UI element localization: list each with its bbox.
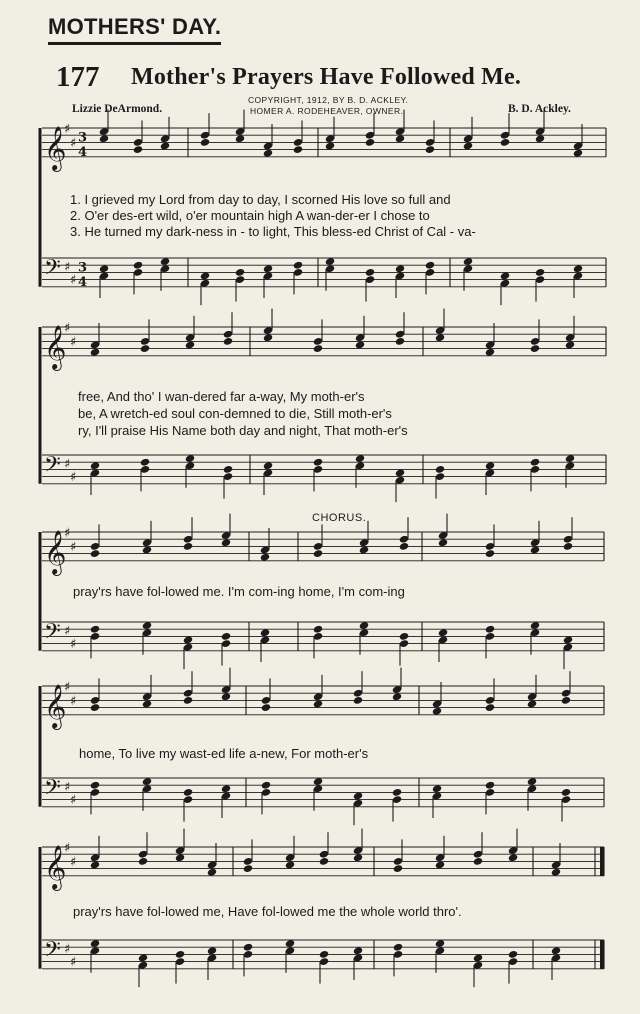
sharp-icon: ♯ — [70, 470, 77, 485]
hymn-title: Mother's Prayers Have Followed Me. — [131, 64, 522, 90]
sharp-icon: ♯ — [70, 334, 77, 350]
note-head — [365, 138, 375, 147]
final-barline-icon — [600, 847, 604, 876]
note-head — [535, 268, 545, 277]
note-head — [313, 458, 323, 467]
note-head — [485, 625, 495, 634]
note-head — [223, 465, 233, 474]
note-head — [90, 549, 100, 558]
sharp-icon: ♯ — [64, 624, 71, 640]
note-head — [392, 788, 402, 797]
note-head — [313, 344, 323, 353]
note-head — [223, 337, 233, 346]
time-signature-top: 3 — [78, 260, 88, 276]
lyric-line: home, To live my wast-ed life a-new, For moth-er's — [79, 746, 369, 761]
treble-clef-icon: 𝄞 — [44, 529, 67, 574]
note-head — [261, 781, 271, 790]
bass-clef-icon: 𝄢 — [44, 452, 61, 483]
bass-clef-icon: 𝄢 — [44, 937, 61, 968]
lyric-line: ry, I'll praise His Name both day and night, That moth-er's — [78, 423, 408, 438]
sharp-icon: ♯ — [70, 135, 77, 151]
note-head — [399, 632, 409, 641]
note-head — [561, 696, 571, 705]
note-head — [90, 781, 100, 790]
note-head — [243, 943, 253, 952]
note-head — [319, 857, 329, 866]
final-barline-icon — [600, 940, 604, 969]
bass-clef-icon: 𝄢 — [44, 255, 61, 286]
bass-clef-icon: 𝄢 — [44, 619, 61, 650]
note-head — [313, 549, 323, 558]
note-head — [293, 145, 303, 154]
sharp-icon: ♯ — [64, 122, 71, 137]
note-head — [425, 261, 435, 270]
lyric-line: 2. O'er des-ert wild, o'er mountain high A wan-der-er I chose to — [70, 208, 430, 223]
note-head — [235, 268, 245, 277]
note-head — [319, 950, 329, 959]
treble-clef-icon: 𝄞 — [44, 324, 67, 369]
note-head — [365, 268, 375, 277]
note-head — [221, 632, 231, 641]
note-head — [90, 703, 100, 712]
sharp-icon: ♯ — [70, 693, 77, 709]
sharp-icon: ♯ — [70, 273, 77, 288]
note-head — [508, 950, 518, 959]
sharp-icon: ♯ — [64, 780, 71, 796]
section-title: MOTHERS' DAY. — [48, 14, 221, 45]
treble-clef-icon: 𝄞 — [44, 844, 67, 889]
note-head — [175, 950, 185, 959]
treble-clef-icon: 𝄞 — [44, 125, 67, 170]
note-head — [563, 542, 573, 551]
note-head — [261, 703, 271, 712]
copyright-line: COPYRIGHT, 1912, BY B. D. ACKLEY. — [248, 95, 409, 105]
note-head — [140, 344, 150, 353]
treble-clef-icon: 𝄞 — [44, 683, 67, 728]
sharp-icon: ♯ — [64, 260, 71, 276]
note-head — [133, 145, 143, 154]
note-head — [183, 788, 193, 797]
note-head — [138, 857, 148, 866]
lyric-line: 1. I grieved my Lord from day to day, I scorned His love so full and — [70, 192, 451, 207]
note-head — [485, 703, 495, 712]
lyric-line: 3. He turned my dark-ness in - to light, This bless-ed Christ of Cal - va- — [70, 224, 476, 239]
lyric-line: pray'rs have fol-lowed me. I'm com-ing home, I'm com-ing — [73, 584, 405, 599]
sharp-icon: ♯ — [70, 793, 77, 808]
note-head — [140, 458, 150, 467]
note-head — [353, 696, 363, 705]
note-head — [473, 857, 483, 866]
composer-credit: B. D. Ackley. — [508, 103, 571, 115]
note-head — [530, 458, 540, 467]
note-head — [183, 696, 193, 705]
sharp-icon: ♯ — [70, 539, 77, 555]
sharp-icon: ♯ — [64, 321, 71, 336]
note-head — [313, 625, 323, 634]
sharp-icon: ♯ — [70, 637, 77, 652]
note-head — [200, 138, 210, 147]
note-head — [293, 261, 303, 270]
note-head — [561, 788, 571, 797]
sharp-icon: ♯ — [70, 955, 77, 970]
note-head — [183, 542, 193, 551]
note-head — [133, 261, 143, 270]
chorus-label: CHORUS. — [312, 512, 367, 524]
sharp-icon: ♯ — [64, 457, 71, 473]
time-signature-bottom: 4 — [78, 144, 88, 160]
note-head — [395, 337, 405, 346]
note-head — [393, 864, 403, 873]
note-head — [530, 344, 540, 353]
note-head — [435, 465, 445, 474]
lyric-line: be, A wretch-ed soul con-demned to die, Still moth-er's — [78, 406, 392, 421]
time-signature-bottom: 4 — [78, 274, 88, 290]
lyric-line: pray'rs have fol-lowed me, Have fol-lowed me the whole world thro'. — [73, 904, 462, 919]
sharp-icon: ♯ — [64, 841, 71, 856]
note-head — [243, 864, 253, 873]
time-signature-top: 3 — [78, 130, 88, 146]
note-head — [485, 781, 495, 790]
note-head — [399, 542, 409, 551]
note-head — [393, 943, 403, 952]
note-head — [500, 138, 510, 147]
owner-line: HOMER A. RODEHEAVER, OWNER. — [250, 106, 404, 116]
sharp-icon: ♯ — [70, 854, 77, 870]
note-head — [485, 549, 495, 558]
hymn-number: 177 — [56, 61, 100, 93]
note-head — [90, 625, 100, 634]
sharp-icon: ♯ — [64, 526, 71, 541]
sharp-icon: ♯ — [64, 680, 71, 695]
lyric-line: free, And tho' I wan-dered far a-way, My moth-er's — [78, 389, 365, 404]
lyricist-credit: Lizzie DeArmond. — [72, 103, 163, 115]
note-head — [425, 145, 435, 154]
sharp-icon: ♯ — [64, 942, 71, 958]
bass-clef-icon: 𝄢 — [44, 775, 61, 806]
